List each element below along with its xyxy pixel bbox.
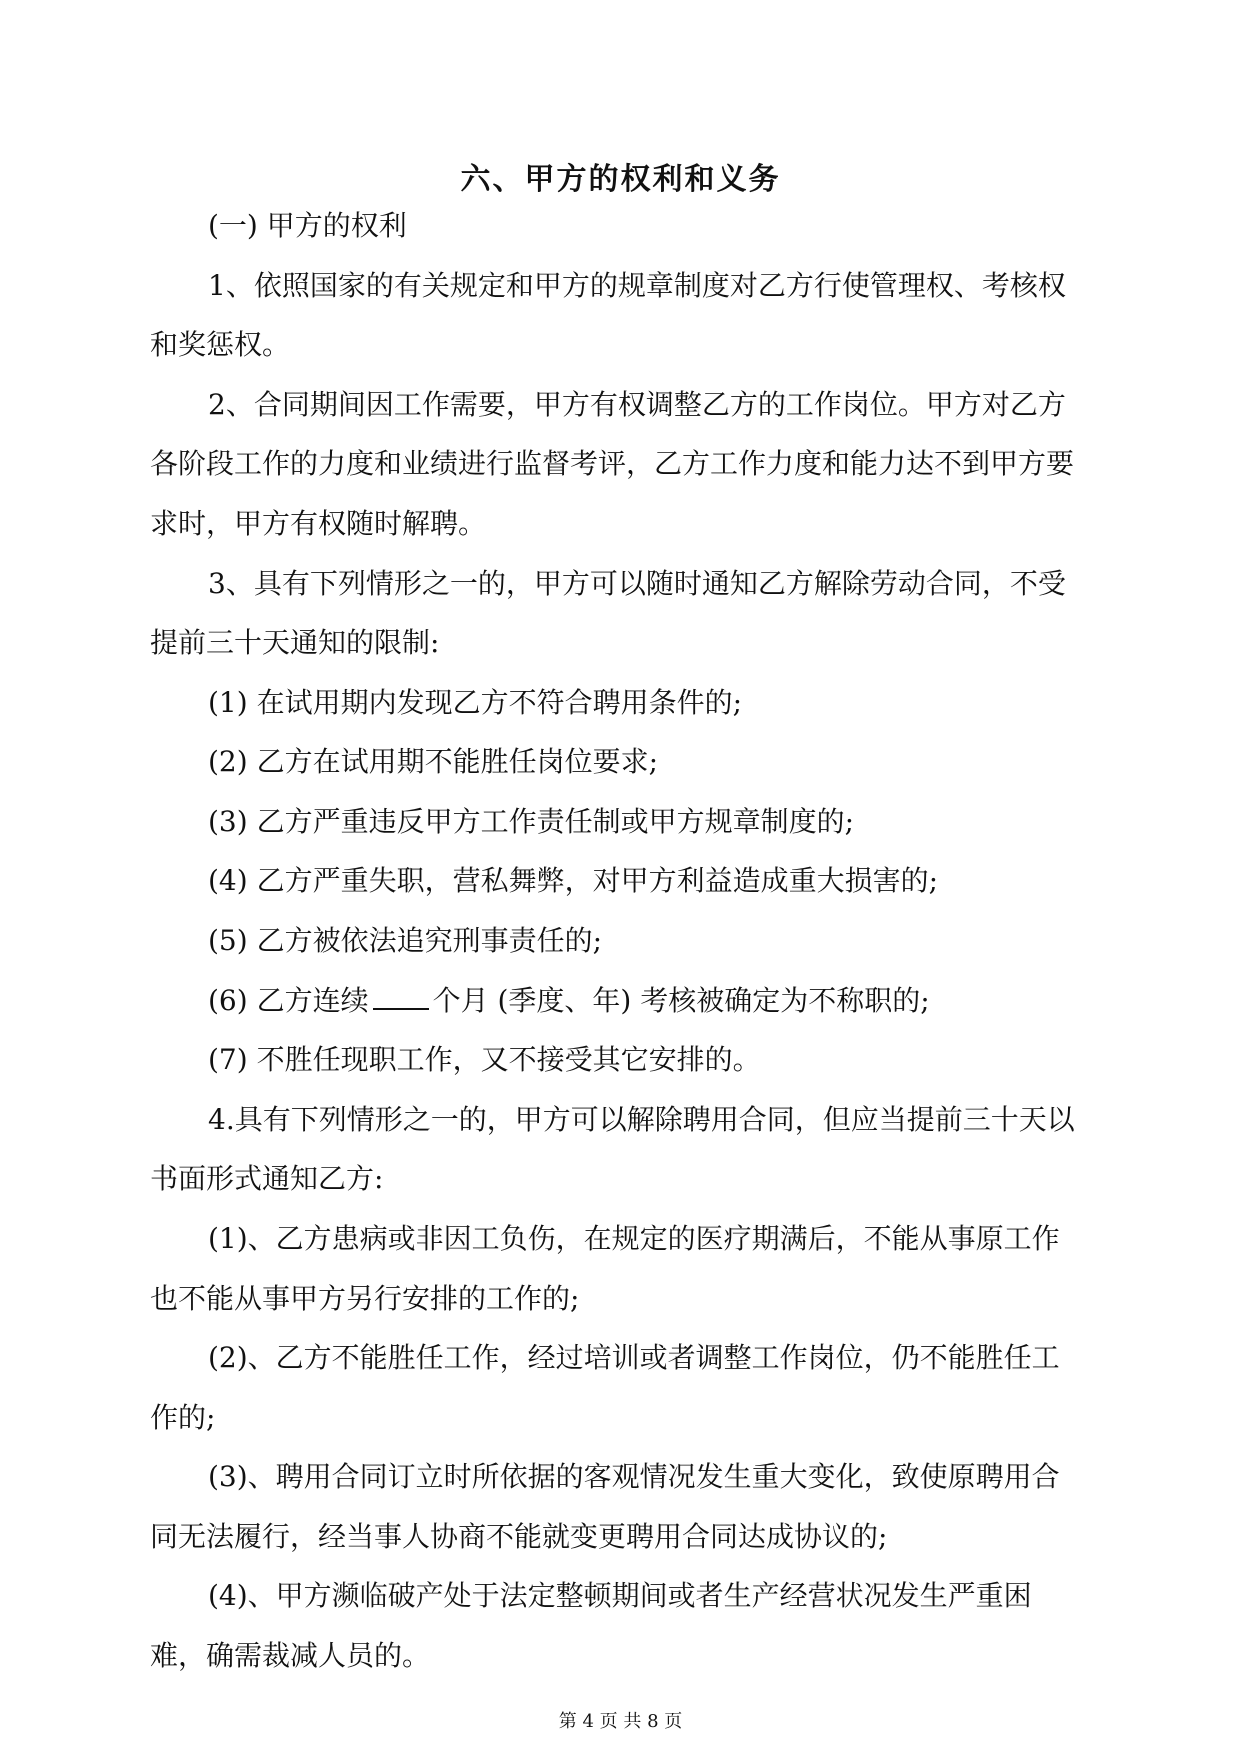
subheading: (一) 甲方的权利: [208, 209, 407, 242]
fill-in-blank[interactable]: [373, 984, 429, 1010]
list-item-suffix: 个月 (季度、年) 考核被确定为不称职的;: [432, 984, 930, 1017]
list-item: [208, 981, 930, 1021]
list-item: (5) 乙方被依法追究刑事责任的;: [208, 924, 602, 957]
list-item: (7) 不胜任现职工作，又不接受其它安排的。: [208, 1043, 761, 1076]
paragraph-line: 2、合同期间因工作需要，甲方有权调整乙方的工作岗位。甲方对乙方: [208, 388, 1066, 421]
list-item: 同无法履行，经当事人协商不能就变更聘用合同达成协议的;: [150, 1520, 888, 1553]
list-item: (3) 乙方严重违反甲方工作责任制或甲方规章制度的;: [208, 805, 854, 838]
list-item: (3)、聘用合同订立时所依据的客观情况发生重大变化，致使原聘用合: [208, 1460, 1060, 1493]
section-title: 六、甲方的权利和义务: [460, 162, 781, 197]
paragraph-line: 各阶段工作的力度和业绩进行监督考评，乙方工作力度和能力达不到甲方要: [150, 447, 1075, 480]
paragraph-line: 书面形式通知乙方:: [150, 1162, 384, 1195]
paragraph-line: 1、依照国家的有关规定和甲方的规章制度对乙方行使管理权、考核权: [208, 269, 1066, 302]
paragraph-line: 3、具有下列情形之一的，甲方可以随时通知乙方解除劳动合同，不受: [208, 567, 1066, 600]
list-item: (4)、甲方濒临破产处于法定整顿期间或者生产经营状况发生严重困: [208, 1579, 1032, 1612]
list-item-prefix: (6) 乙方连续: [208, 984, 369, 1017]
list-item: (1)、乙方患病或非因工负伤，在规定的医疗期满后，不能从事原工作: [208, 1222, 1060, 1255]
list-item: (2) 乙方在试用期不能胜任岗位要求;: [208, 745, 658, 778]
list-item: (1) 在试用期内发现乙方不符合聘用条件的;: [208, 686, 742, 719]
list-item: (4) 乙方严重失职，营私舞弊，对甲方利益造成重大损害的;: [208, 864, 938, 897]
paragraph-line: 和奖惩权。: [150, 328, 291, 361]
paragraph-line: 求时，甲方有权随时解聘。: [150, 507, 487, 540]
page-footer: 第 4 页 共 8 页: [558, 1711, 683, 1732]
list-item: 作的;: [150, 1401, 216, 1434]
list-item: 难，确需裁减人员的。: [150, 1639, 431, 1672]
list-item: 也不能从事甲方另行安排的工作的;: [150, 1282, 580, 1315]
list-item: (2)、乙方不能胜任工作，经过培训或者调整工作岗位，仍不能胜任工: [208, 1341, 1060, 1374]
paragraph-line: 4.具有下列情形之一的，甲方可以解除聘用合同，但应当提前三十天以: [208, 1103, 1075, 1136]
paragraph-line: 提前三十天通知的限制:: [150, 626, 440, 659]
